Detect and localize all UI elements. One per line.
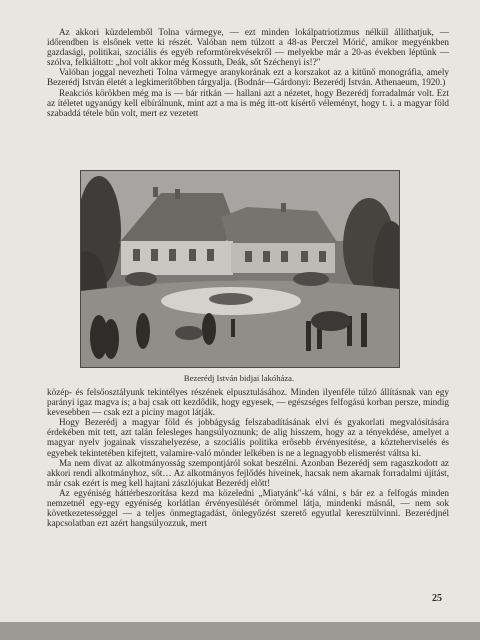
photo-caption: Bezerédj István bidjai lakóháza. <box>183 373 295 383</box>
paragraph-reakcios: Reakciós körökben még ma is — bár ritkán — hallani azt a nézetet, hogy Bezerédj forradalmár volt. Ezt az ítéletet ugyanúgy kell elbírálnunk, mint azt a ma is még itt-ott kísértő véleményt, hogy t. i. a magyar föld szabaddá tétele bűn volt, mert ez vezetett <box>47 87 449 118</box>
page-number: 25 <box>432 593 442 604</box>
top-text-block <box>47 27 449 118</box>
paragraph-jobbagysag: Hogy Bezerédj a magyar föld és jobbágyság felszabadításának elvi és gyakorlati megvalósítására érdekében mit tett, azt talán felesleges hangsúlyoznunk; de alig hisszem, hogy az a tényekdése, amelyet a magyar nyelv jogainak visszahelyezése, a szociális politika erősebb érvényesítése, a közteherviselés és egyebek tekintetében kifejtett, valamire-való mönder lelkében is ne a legnagyobb elismerést váltsa ki. <box>47 417 449 458</box>
paragraph-egyeniseg: Az egyéniség háttérbeszorítása kezd ma közeledni „Miatyánk"-ká válni, s bár ez a felfogás minden nemzetnél egy-egy egyéniség korlátlan érvényesülését örömmel látja, mindenki másnál, — nem sok következetességgel — a teljes önmegtagadást, önlegyőzést szerető egyutlal keresztülvinni. Bezerédjnél kapcsolatban ezt azért hangsúlyozzuk, mert <box>47 487 449 529</box>
paragraph-kozep: közép- és felsőosztályunk tekintélyes részének elpusztulásához. Minden ilyenféle túlzó állításnak van egy parányi igaz magva is; a baj csak ott kezdődik, hogy egyesek, — egészséges felfogású korban persze, mindig kevesebben — csak ezt a piciny magot látják. <box>47 387 449 418</box>
paragraph-tolna: Az akkori küzdelemből Tolna vármegye, — ezt minden lokálpatriotizmus nélkül állíthatjuk, — időrendben is elsőnek vette ki részét. Valóban nem túlzott a 48-as Perczel Mórić, amikor megyénkben gazdasági, politikai, szociális és egyéb reformtörekvésekről — melyekbe már a 20-as években léptünk — szólva, felkiáltott: „hol volt akkor még Kossuth, Deák, sőt Széchenyi is!?" <box>47 27 449 68</box>
paragraph-monografia: Valóban joggal nevezheti Tolna vármegye aranykorának ezt a korszakot az a kitűnő monográfia, amely Bezerédj István életét a legkimerítőbben tárgyalja. (Bodnár—Gárdonyi: Bezerédj István. Athenaeum, 1920.) <box>47 67 449 88</box>
house-photograph <box>80 170 400 368</box>
page-bottom-edge <box>0 622 480 640</box>
paragraph-alkotmany: Ma nem divat az alkotmányosság szempontjáról sokat beszélni. Azonban Bezerédj sem ragaszkodott az akkori rendi alkotmányhoz, sőt… Az alkotmányos fejlődés híveinek, hacsak nem akarnak forradalmi újítást, már csak ezért is meg kell hajtani zászlójukat Bezerédj előtt! <box>47 457 449 488</box>
bottom-text-block <box>47 387 449 528</box>
